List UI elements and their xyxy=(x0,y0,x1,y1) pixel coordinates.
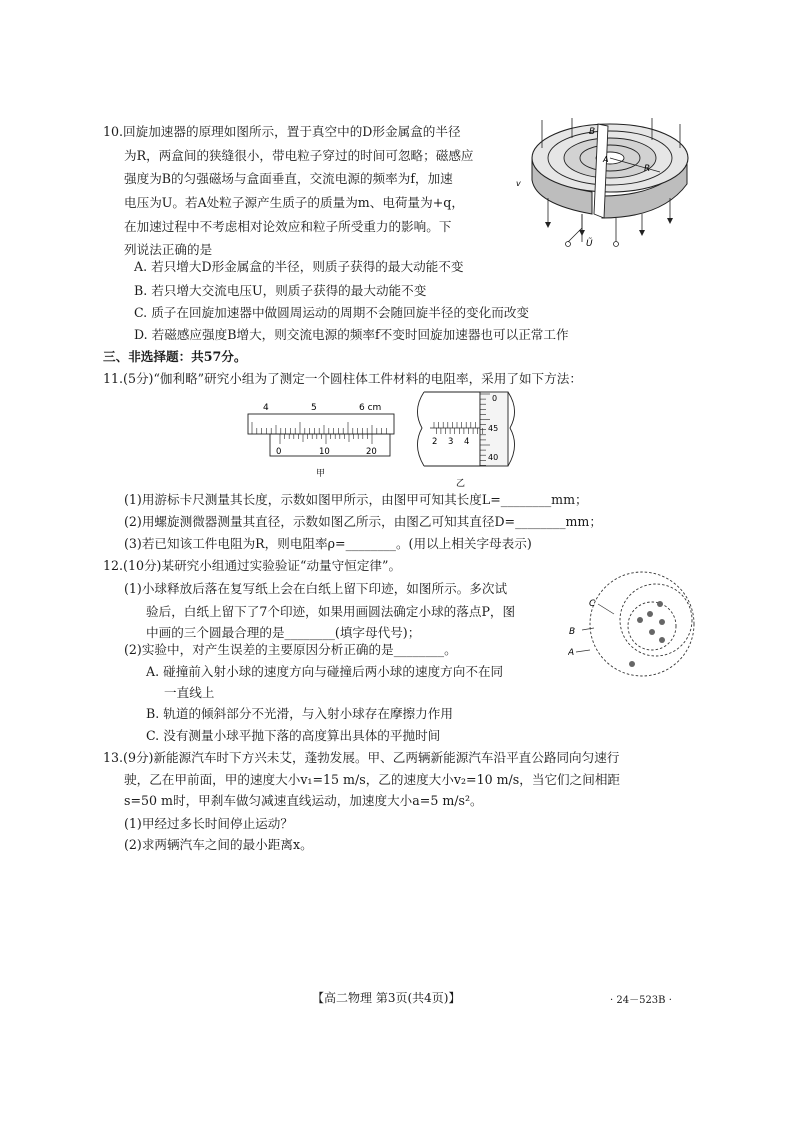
cyclotron-figure xyxy=(512,118,702,254)
q13-line-1: 13.(9分)新能源汽车时下方兴未艾，蓬勃发展。甲、乙两辆新能源汽车沿平直公路同向匀速行 xyxy=(103,750,620,765)
section-heading: 三、非选择题：共57分。 xyxy=(103,349,247,364)
q12-option-a-cont: 一直线上 xyxy=(164,685,215,700)
q11-part-1: (1)用游标卡尺测量其长度，示数如图甲所示，由图甲可知其长度L=________mm； xyxy=(124,492,588,507)
label-r: R xyxy=(644,164,651,174)
q10-line-3: 强度为B的匀强磁场与盒面垂直，交流电源的频率为f，加速 xyxy=(124,171,453,186)
q13-line-2: 驶，乙在甲前面，甲的速度大小v₁=15 m/s，乙的速度大小v₂=10 m/s，当它们之间相距 xyxy=(124,772,621,787)
page-code: · 24－523B · xyxy=(610,995,672,1006)
label-v: v xyxy=(516,179,521,188)
vernier-tick-20: 20 xyxy=(366,447,377,457)
vernier-tick-10: 10 xyxy=(319,447,330,457)
sleeve-tick-4: 4 xyxy=(464,437,470,447)
caliper-caption: 甲 xyxy=(316,469,326,478)
micrometer-caption: 乙 xyxy=(456,479,466,489)
sleeve-tick-3: 3 xyxy=(448,437,454,447)
sleeve-tick-2: 2 xyxy=(432,437,438,447)
impact-circles-figure xyxy=(568,568,698,688)
q10-option-b: B. 若只增大交流电压U，则质子获得的最大动能不变 xyxy=(134,283,427,298)
thimble-tick-0: 0 xyxy=(492,394,498,403)
q12-option-c: C. 没有测量小球平抛下落的高度算出具体的平抛时间 xyxy=(146,728,441,743)
circle-label-a: A xyxy=(568,648,575,658)
q12-stem: 12.(10分)某研究小组通过实验验证“动量守恒定律”。 xyxy=(103,558,402,573)
q13-part-2: (2)求两辆汽车之间的最小距离x。 xyxy=(124,837,313,852)
q10-line-6: 列说法正确的是 xyxy=(124,242,213,257)
label-b: B xyxy=(589,127,596,137)
circle-label-b: B xyxy=(569,627,576,637)
caliper-tick-5: 5 xyxy=(311,403,317,413)
thimble-tick-40: 40 xyxy=(488,453,499,462)
q12-part1-line-2: 验后，白纸上留下了7个印迹，如果用画圆法确定小球的落点P，图 xyxy=(146,604,516,619)
micrometer-figure xyxy=(412,390,536,490)
vernier-caliper-figure xyxy=(246,398,396,478)
label-u: Ũ xyxy=(586,239,593,249)
q10-line-4: 电压为U。若A处粒子源产生质子的质量为m、电荷量为+q， xyxy=(124,195,464,210)
q12-part1-line-1: (1)小球释放后落在复写纸上会在白纸上留下印迹，如图所示。多次试 xyxy=(124,581,508,596)
q12-option-b: B. 轨道的倾斜部分不光滑，与入射小球存在摩擦力作用 xyxy=(146,706,453,721)
q12-part1-line-3: 中画的三个圆最合理的是________(填字母代号)； xyxy=(146,625,421,640)
q11-part-2: (2)用螺旋测微器测量其直径，示数如图乙所示，由图乙可知其直径D=________mm； xyxy=(124,514,602,529)
caliper-tick-4: 4 xyxy=(263,403,269,413)
circle-label-c: C xyxy=(589,599,596,609)
q10-line-5: 在加速过程中不考虑相对论效应和粒子所受重力的影响。下 xyxy=(124,219,452,234)
q13-part-1: (1)甲经过多长时间停止运动？ xyxy=(124,816,293,831)
label-a: A xyxy=(603,155,609,164)
q11-stem: 11.(5分)“伽利略”研究小组为了测定一个圆柱体工件材料的电阻率，采用了如下方法： xyxy=(103,371,582,386)
q10-line-2: 为R，两盒间的狭缝很小，带电粒子穿过的时间可忽略；磁感应 xyxy=(124,148,474,163)
q11-part-3: (3)若已知该工件电阻为R，则电阻率ρ=________。(用以上相关字母表示) xyxy=(124,536,532,551)
q12-option-a: A. 碰撞前入射小球的速度方向与碰撞后两小球的速度方向不在同 xyxy=(146,664,504,679)
q13-line-3: s=50 m时，甲刹车做匀减速直线运动，加速度大小a=5 m/s²。 xyxy=(124,793,483,808)
page-footer: 【高二物理 第3页(共4页)】 xyxy=(312,991,461,1005)
q10-line-1: 10.回旋加速器的原理如图所示，置于真空中的D形金属盒的半径 xyxy=(103,124,461,139)
q10-option-d: D. 若磁感应强度B增大，则交流电源的频率f不变时回旋加速器也可以正常工作 xyxy=(134,327,569,342)
thimble-tick-45: 45 xyxy=(488,424,499,433)
vernier-tick-0: 0 xyxy=(276,447,282,457)
q10-option-a: A. 若只增大D形金属盒的半径，则质子获得的最大动能不变 xyxy=(134,259,464,274)
q12-part2: (2)实验中，对产生误差的主要原因分析正确的是________。 xyxy=(124,642,457,657)
caliper-tick-6: 6 cm xyxy=(359,403,382,413)
q10-option-c: C. 质子在回旋加速器中做圆周运动的周期不会随回旋半径的变化而改变 xyxy=(134,305,530,320)
